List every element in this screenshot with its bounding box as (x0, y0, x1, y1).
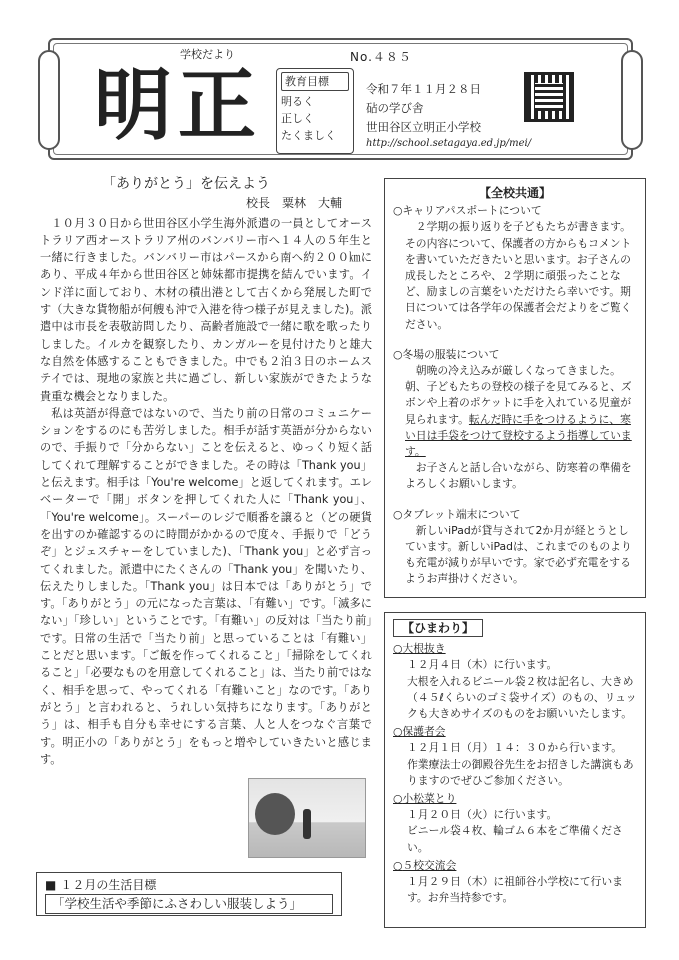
himawari-item-line: 作業療法士の御殿谷先生をお招きした講演もありますのでぜひご参加ください。 (407, 757, 634, 787)
notice-item-body: ２学期の振り返りを子どもたちが書きます。その内容について、保護者の方からもコメントを書いていただきたいと思います。お子さんの成長したところや、２学期に頑張ったことなど、励ましの言葉をいただけたら幸いです。期日については各学年の保護者会だよりをご覧ください。 (405, 220, 632, 331)
himawari-item-line: 大根を入れるビニール袋２枚は記名し、大きめ（４５ℓくらいのゴミ袋サイズ）のもの、リュックも大きめサイズのものをお願いいたします。 (407, 674, 637, 721)
himawari-item-title: ○ 小松菜とり (393, 791, 637, 807)
masthead (48, 38, 633, 160)
school-name: 世田谷区立明正小学校 (366, 120, 481, 134)
notice-item-title: ○ キャリアパスポートについて (393, 203, 637, 219)
issue-number: No.４８５ (350, 50, 412, 64)
himawari-item-line: ビニール袋４枚、輪ゴム６本をご準備ください。 (407, 824, 623, 854)
himawari-item-title: ○ 大根抜き (393, 641, 637, 657)
education-goal-heading: 教育目標 (281, 72, 349, 91)
person-icon (303, 809, 311, 839)
issue-date: 令和７年１１月２８日 (366, 82, 481, 96)
article-paragraph: １０月３０日から世田谷区小学生海外派遣の一員としてオーストラリア西オーストラリア州のバンバリー市へ１４人の５年生と一緒に行きました。バンバリー市はパースから南へ約２００㎞にあり、平成４年から世田谷区と姉妹都市提携を結んでいます。インド洋に面しており、木材の積出港として古くから発展した町です（大きな貨物船が何艘も沖で入港を待つ様子が見えました)。派遣中は市長を表敬訪問したり、高齢者施設で一緒に歌を歌ったりしました。イルカを観察したり、カンガルーを見付けたりと雄大な自然を体感することもできました。中でも２泊３日のホームステイでは、現地の家族と共に過ごし、新しい家族ができたような貴重な機会となりました。 (40, 216, 372, 403)
education-goal-item: 明るく (281, 95, 314, 108)
himawari-item (393, 858, 637, 907)
school-notice-box (384, 178, 646, 598)
newsletter-subtitle: 学校だより (180, 48, 235, 61)
himawari-item (393, 791, 637, 856)
himawari-item-line: １月２９日（木）に祖師谷小学校にて行います。お弁当持参です。 (407, 875, 623, 905)
notice-item (393, 203, 637, 333)
notice-item (393, 507, 637, 588)
monthly-goal-box (36, 872, 342, 916)
qr-code-icon (524, 72, 574, 122)
himawari-item (393, 641, 637, 722)
education-goal-item: たくましく (281, 129, 336, 142)
education-goal-item: 正しく (281, 112, 314, 125)
himawari-item-line: １月２０日（火）に行います。 (407, 808, 558, 822)
himawari-item-line: １２月４日（木）に行います。 (407, 658, 558, 672)
scroll-ornament-left (38, 50, 60, 150)
notice-underlined-text: 転んだ時に手をつけるように、寒い日は手袋をつけて登校するよう指導しています。 (405, 412, 632, 459)
monthly-goal-heading: ■ １２月の生活目標 (45, 876, 333, 894)
himawari-heading: 【ひまわり】 (393, 619, 483, 637)
monthly-goal-text: 「学校生活や季節にふさわしい服装しよう」 (45, 894, 333, 914)
himawari-item (393, 724, 637, 789)
scroll-ornament-right (621, 50, 643, 150)
himawari-item-line: １２月１日（月）１４：３０から行います。 (407, 741, 623, 755)
notice-item-title: ○ タブレット端末について (393, 507, 637, 523)
article-author: 校長 粟林 大輔 (245, 196, 342, 211)
article-paragraph: 私は英語が得意ではないので、当たり前の日常のコミュニケーションをするのにも苦労しました。相手が話す英語が分からないので、手振りで「分からない」ことを伝えると、ゆっくり短く話してくれて理解することができました。その時は「Thank you」と伝えます。相手は「You're welcome」と返してくれます。エレベーターで「開」ボタンを押してくれた人に「Thank you」、「You're welcome」。スーパーのレジで順番を譲ると（どの硬貨を出すのか確認するのに時間がかかるので度々、手振りで「どうぞ」とジェスチャーをしていました)、「Thank you」と必ず言ってくれました。派遣中にたくさんの「Thank you」を聞いたり、伝えたりしました。「Thank you」は日本では「ありがとう」です。「ありがとう」の元になった言葉は、「有難い」です。「滅多にない」「珍しい」ということです。「有難い」の反対は「当たり前」です。日常の生活で「当たり前」と思っていることは「有難い」ことだと思います。「ご飯を作ってくれること」「掃除をしてくれること」「必要なものを用意してくれること」は、当たり前ではなく、相手を思って、やってくれる「有難いこと」なのです。「ありがとう」と言われると、うれしい気持ちになります。「ありがとう」は、相手も自分も幸せにする言葉、人と人をつなぐ言葉です。明正小の「ありがとう」をもっと増やしていきたいと感じます。 (40, 406, 372, 766)
masthead-info (366, 80, 481, 137)
school-url[interactable]: http://school.setagaya.ed.jp/mei/ (366, 138, 532, 149)
school-motto: 砧の学び舎 (366, 101, 424, 115)
education-goal-box (276, 68, 354, 154)
notice-item (393, 347, 637, 493)
notice-item-body: 新しいiPadが貸与されて2か月が経とうとしています。新しいiPadは、これまでのものよりも充電が減りが早いです。家で必ず充電をするようお声掛けください。 (405, 523, 632, 586)
himawari-item-title: ○ ５校交流会 (393, 858, 637, 874)
school-notice-heading: 【全校共通】 (478, 186, 551, 200)
notice-item-body: お子さんと話し合いながら、防寒着の準備をよろしくお願いします。 (405, 461, 632, 491)
notice-text: 朝晩の冷え込みが厳しくなってきました。朝、子どもたちの登校の様子を見てみると、ズボンや上着のポケットに手を入れている児童が見られます。 (405, 364, 632, 426)
tree-icon (255, 793, 295, 835)
trip-photo (248, 778, 366, 858)
notice-item-title: ○ 冬場の服装について (393, 347, 637, 363)
himawari-item-title: ○ 保護者会 (393, 724, 637, 740)
article-title: 「ありがとう」を伝えよう (102, 176, 270, 192)
himawari-box (384, 612, 646, 928)
principal-article (40, 176, 372, 768)
notice-item-body (393, 363, 637, 460)
newsletter-title: 明正 (94, 60, 263, 151)
